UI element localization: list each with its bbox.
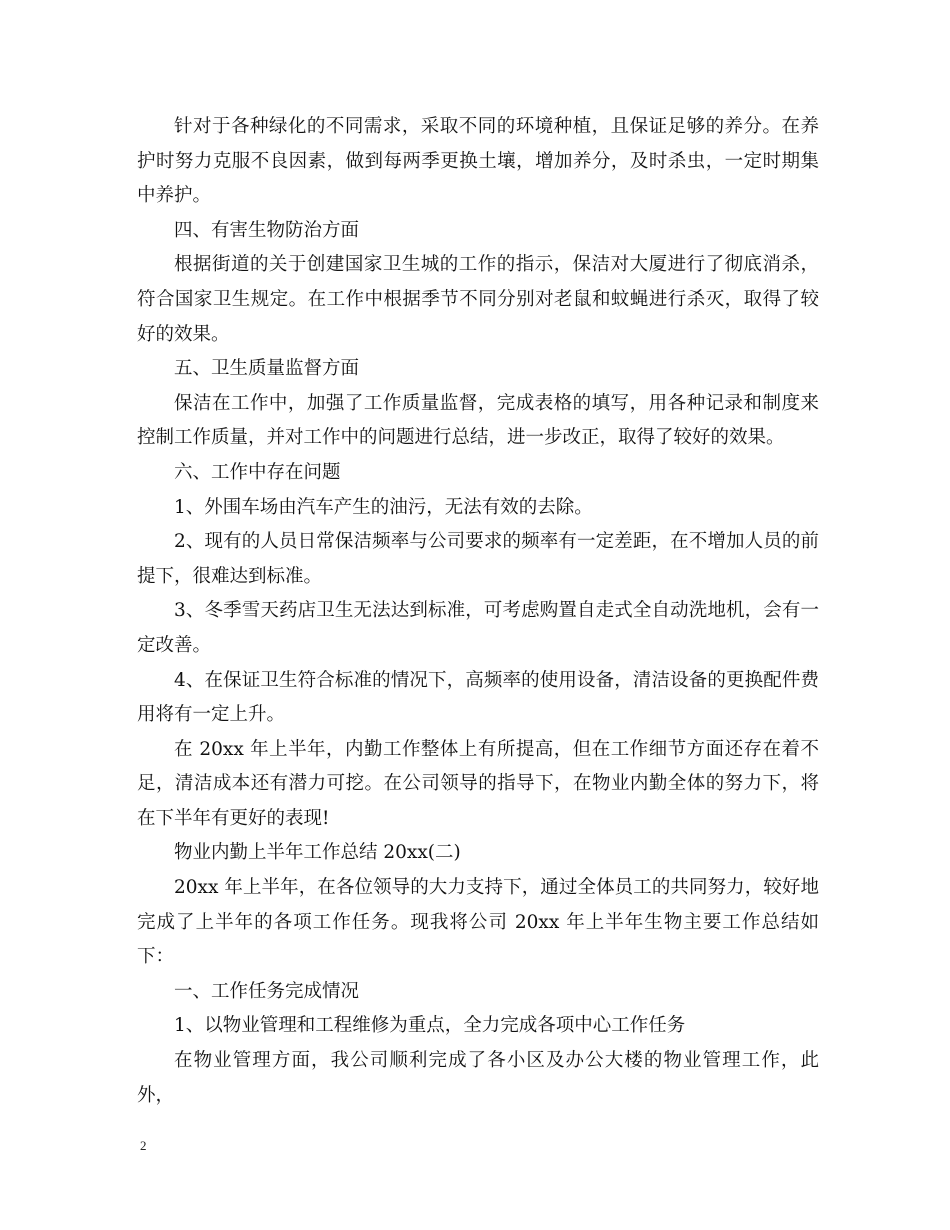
paragraph-greening-care: 针对于各种绿化的不同需求，采取不同的环境种植，且保证足够的养分。在养护时努力克服不良因素，做到每两季更换土壤，增加养分，及时杀虫，一定时期集中养护。 [137,116,819,207]
problem-item-4: 4、在保证卫生符合标准的情况下，高频率的使用设备，清洁设备的更换配件费用将有一定上升。 [137,669,819,726]
section-heading-pest-control: 四、有害生物防治方面 [174,219,360,241]
problem-item-1: 1、外围车场由汽车产生的油污，无法有效的去除。 [174,496,593,518]
section-heading-quality-supervision: 五、卫生质量监督方面 [174,358,360,380]
paragraph-quality-supervision: 保洁在工作中，加强了工作质量监督，完成表格的填写，用各种记录和制度来控制工作质量，并对工作中的问题进行总结，进一步改正，取得了较好的效果。 [137,392,819,449]
section-heading-task-completion: 一、工作任务完成情况 [174,980,360,1002]
task-item-1: 1、以物业管理和工程维修为重点，全力完成各项中心工作任务 [174,1015,686,1037]
paragraph-part-two-intro: 20xx 年上半年，在各位领导的大力支持下，通过全体员工的共同努力，较好地完成了上半年的各项工作任务。现我将公司 20xx 年上半年生物主要工作总结如下： [137,877,819,968]
paragraph-half-year-conclusion: 在 20xx 年上半年，内勤工作整体上有所提高，但在工作细节方面还存在着不足，清洁成本还有潜力可挖。在公司领导的指导下，在物业内勤全体的努力下，将在下半年有更好的表现! [137,738,819,829]
problem-item-2: 2、现有的人员日常保洁频率与公司要求的频率有一定差距，在不增加人员的前提下，很难达到标准。 [137,531,819,587]
paragraph-pest-control: 根据街道的关于创建国家卫生城的工作的指示，保洁对大厦进行了彻底消杀，符合国家卫生规定。在工作中根据季节不同分别对老鼠和蚊蝇进行杀灭，取得了较好的效果。 [137,254,819,345]
problem-item-3: 3、冬季雪天药店卫生无法达到标准，可考虑购置自走式全自动洗地机，会有一定改善。 [137,600,819,656]
document-body [137,110,819,1113]
section-heading-existing-problems: 六、工作中存在问题 [174,461,341,483]
paragraph-property-management: 在物业管理方面，我公司顺利完成了各小区及办公大楼的物业管理工作，此外， [137,1050,819,1106]
document-subtitle-part-two: 物业内勤上半年工作总结 20xx(二) [174,842,461,864]
page-number: 2 [140,1138,147,1153]
